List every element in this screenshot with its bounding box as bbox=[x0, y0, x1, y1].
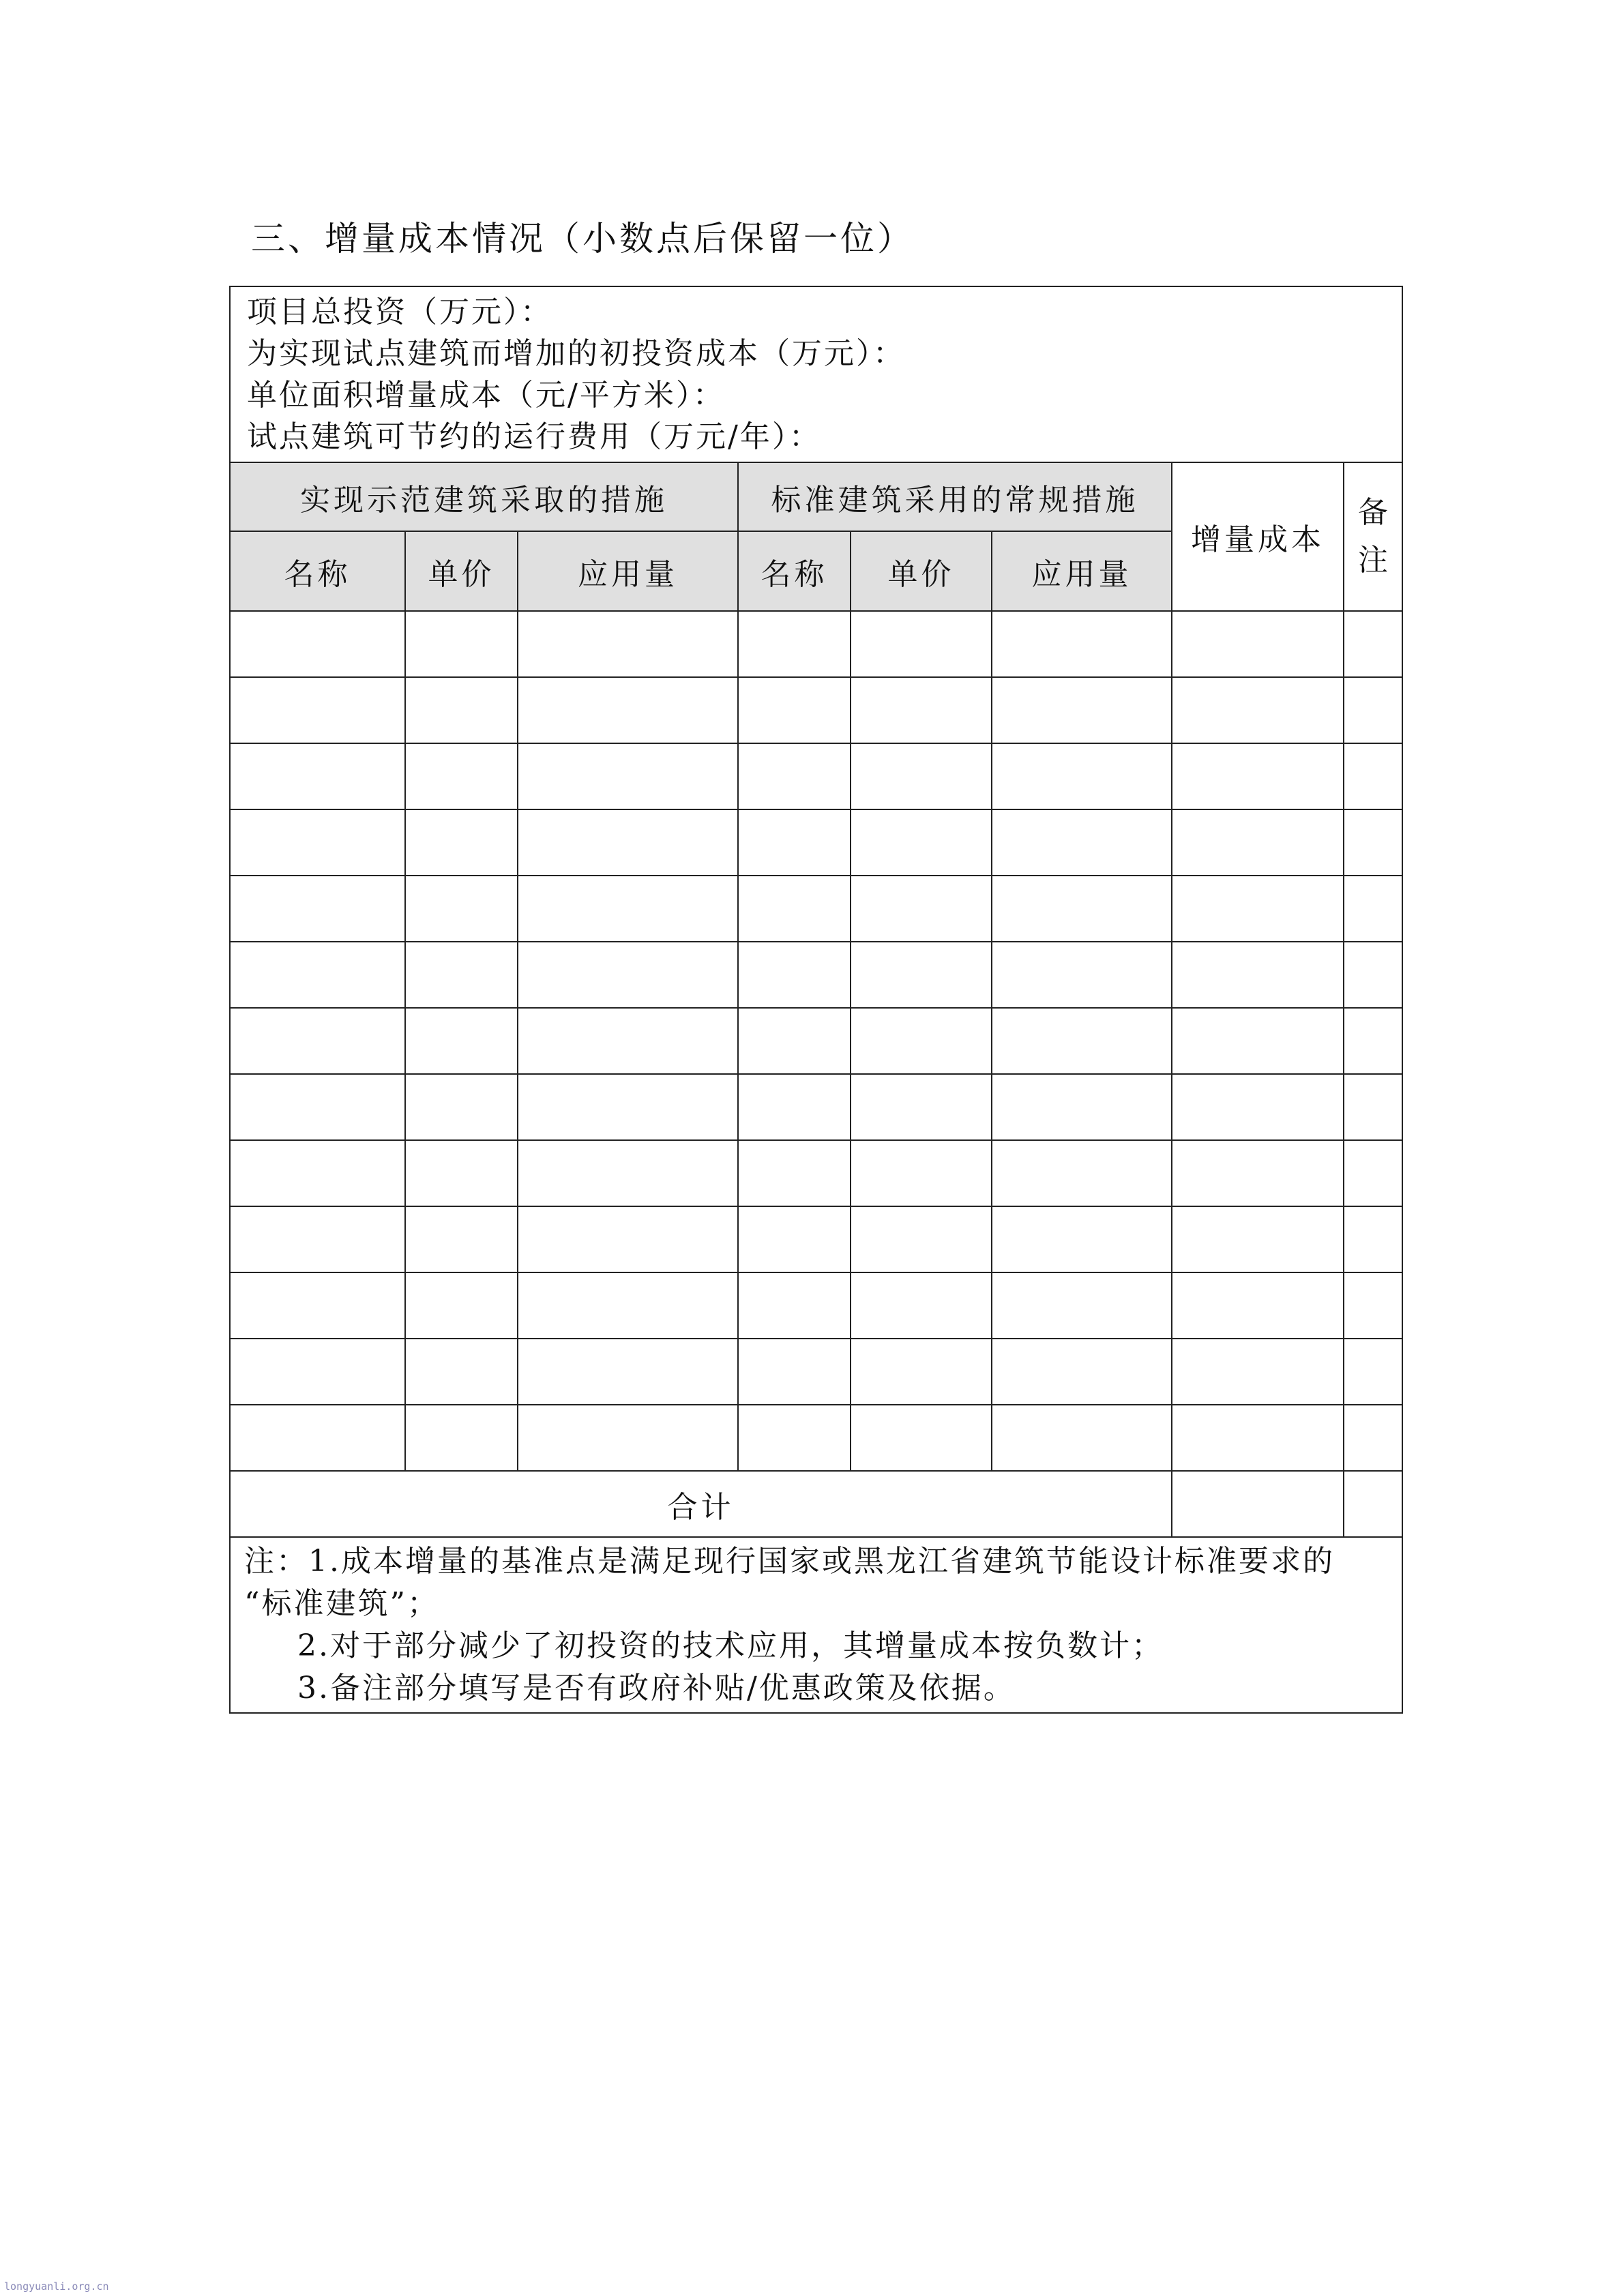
incremental-cost-table bbox=[229, 286, 1403, 1714]
standard-name-cell[interactable] bbox=[738, 1140, 851, 1206]
standard-unit-price-cell[interactable] bbox=[851, 809, 992, 876]
remark-cell[interactable] bbox=[1344, 611, 1402, 677]
table-row bbox=[230, 1074, 1402, 1140]
note-line-2: “标准建筑”； bbox=[244, 1586, 439, 1621]
pilot-quantity-cell[interactable] bbox=[518, 942, 738, 1008]
pilot-quantity-cell[interactable] bbox=[518, 611, 738, 677]
pilot-measures-header: 实现示范建筑采取的措施 bbox=[230, 462, 738, 531]
pilot-name-cell[interactable] bbox=[230, 1272, 405, 1339]
increment-cost-cell[interactable] bbox=[1172, 1008, 1344, 1074]
pilot-unit-price-cell[interactable] bbox=[405, 677, 518, 743]
increment-cost-cell[interactable] bbox=[1172, 942, 1344, 1008]
increment-cost-cell[interactable] bbox=[1172, 611, 1344, 677]
pilot-unit-price-cell[interactable] bbox=[405, 809, 518, 876]
pilot-unit-price-cell[interactable] bbox=[405, 1405, 518, 1471]
pilot-quantity-cell[interactable] bbox=[518, 1405, 738, 1471]
standard-quantity-cell[interactable] bbox=[992, 677, 1172, 743]
remark-cell[interactable] bbox=[1344, 1405, 1402, 1471]
standard-unit-price-cell[interactable] bbox=[851, 1074, 992, 1140]
standard-measures-header: 标准建筑采用的常规措施 bbox=[738, 462, 1172, 531]
remark-cell[interactable] bbox=[1344, 1008, 1402, 1074]
table-row bbox=[230, 677, 1402, 743]
pilot-quantity-cell[interactable] bbox=[518, 809, 738, 876]
total-label: 合计 bbox=[230, 1471, 1172, 1537]
footer-watermark: longyuanli.org.cn bbox=[4, 2280, 109, 2293]
standard-name-cell[interactable] bbox=[738, 743, 851, 809]
pilot-name-cell[interactable] bbox=[230, 1140, 405, 1206]
standard-unit-price-cell[interactable] bbox=[851, 1405, 992, 1471]
increment-cost-cell[interactable] bbox=[1172, 1339, 1344, 1405]
pilot-quantity-cell[interactable] bbox=[518, 677, 738, 743]
standard-name-cell[interactable] bbox=[738, 1206, 851, 1272]
pilot-unit-price-cell[interactable] bbox=[405, 1206, 518, 1272]
standard-quantity-cell[interactable] bbox=[992, 1074, 1172, 1140]
pilot-name-cell[interactable] bbox=[230, 1339, 405, 1405]
standard-unit-price-cell[interactable] bbox=[851, 942, 992, 1008]
remark-header-char-2: 注 bbox=[1358, 543, 1388, 578]
increment-cost-cell[interactable] bbox=[1172, 677, 1344, 743]
pilot-name-header: 名称 bbox=[230, 531, 405, 611]
pilot-quantity-cell[interactable] bbox=[518, 1339, 738, 1405]
note-line-3: 2.对于部分减少了初投资的技术应用，其增量成本按负数计； bbox=[297, 1628, 1164, 1663]
pilot-name-cell[interactable] bbox=[230, 1074, 405, 1140]
note-line-1: 注：1.成本增量的基准点是满足现行国家或黑龙江省建筑节能设计标准要求的 bbox=[244, 1544, 1335, 1579]
pilot-quantity-cell[interactable] bbox=[518, 1008, 738, 1074]
standard-quantity-cell[interactable] bbox=[992, 1272, 1172, 1339]
pilot-quantity-cell[interactable] bbox=[518, 1272, 738, 1339]
standard-name-cell[interactable] bbox=[738, 942, 851, 1008]
standard-name-cell[interactable] bbox=[738, 1272, 851, 1339]
pilot-unit-price-cell[interactable] bbox=[405, 1140, 518, 1206]
pilot-name-cell[interactable] bbox=[230, 876, 405, 942]
standard-name-cell[interactable] bbox=[738, 809, 851, 876]
remark-cell[interactable] bbox=[1344, 942, 1402, 1008]
standard-quantity-cell[interactable] bbox=[992, 1140, 1172, 1206]
increment-cost-cell[interactable] bbox=[1172, 1405, 1344, 1471]
pilot-quantity-header: 应用量 bbox=[518, 531, 738, 611]
pilot-quantity-cell[interactable] bbox=[518, 1140, 738, 1206]
remark-cell[interactable] bbox=[1344, 1206, 1402, 1272]
total-row bbox=[230, 1471, 1402, 1537]
table-row bbox=[230, 876, 1402, 942]
pilot-unit-price-cell[interactable] bbox=[405, 611, 518, 677]
pilot-quantity-cell[interactable] bbox=[518, 1206, 738, 1272]
remark-cell[interactable] bbox=[1344, 1339, 1402, 1405]
table-row bbox=[230, 1339, 1402, 1405]
table-row bbox=[230, 1008, 1402, 1074]
table-row bbox=[230, 1272, 1402, 1339]
standard-unit-price-cell[interactable] bbox=[851, 677, 992, 743]
pilot-name-cell[interactable] bbox=[230, 743, 405, 809]
pilot-unit-price-cell[interactable] bbox=[405, 1074, 518, 1140]
remark-cell[interactable] bbox=[1344, 1074, 1402, 1140]
pilot-unit-price-cell[interactable] bbox=[405, 743, 518, 809]
table-row bbox=[230, 611, 1402, 677]
remark-cell[interactable] bbox=[1344, 743, 1402, 809]
standard-unit-price-cell[interactable] bbox=[851, 1206, 992, 1272]
pilot-unit-price-cell[interactable] bbox=[405, 942, 518, 1008]
increment-cost-cell[interactable] bbox=[1172, 1074, 1344, 1140]
pilot-unit-price-cell[interactable] bbox=[405, 876, 518, 942]
standard-quantity-cell[interactable] bbox=[992, 743, 1172, 809]
pilot-unit-price-cell[interactable] bbox=[405, 1272, 518, 1339]
standard-unit-price-cell[interactable] bbox=[851, 876, 992, 942]
standard-unit-price-cell[interactable] bbox=[851, 743, 992, 809]
table-row bbox=[230, 743, 1402, 809]
standard-quantity-cell[interactable] bbox=[992, 611, 1172, 677]
standard-unit-price-cell[interactable] bbox=[851, 1008, 992, 1074]
section-heading: 三、增量成本情况（小数点后保留一位） bbox=[251, 219, 914, 258]
pilot-name-cell[interactable] bbox=[230, 611, 405, 677]
standard-name-cell[interactable] bbox=[738, 1339, 851, 1405]
table-row bbox=[230, 1405, 1402, 1471]
standard-name-cell[interactable] bbox=[738, 611, 851, 677]
total-increment-cell[interactable] bbox=[1172, 1471, 1344, 1537]
total-investment-label: 项目总投资（万元）： bbox=[247, 295, 552, 329]
standard-name-cell[interactable] bbox=[738, 677, 851, 743]
remark-cell[interactable] bbox=[1344, 809, 1402, 876]
investment-info-cell bbox=[230, 286, 1402, 462]
pilot-name-cell[interactable] bbox=[230, 677, 405, 743]
standard-name-cell[interactable] bbox=[738, 1074, 851, 1140]
remark-cell[interactable] bbox=[1344, 1140, 1402, 1206]
standard-quantity-cell[interactable] bbox=[992, 1339, 1172, 1405]
standard-unit-price-cell[interactable] bbox=[851, 1339, 992, 1405]
saved-operating-cost-label: 试点建筑可节约的运行费用（万元/年）： bbox=[247, 419, 821, 454]
increment-cost-header: 增量成本 bbox=[1172, 462, 1344, 611]
pilot-unit-price-cell[interactable] bbox=[405, 1339, 518, 1405]
pilot-unit-price-header: 单价 bbox=[405, 531, 518, 611]
pilot-unit-price-cell[interactable] bbox=[405, 1008, 518, 1074]
note-line-4: 3.备注部分填写是否有政府补贴/优惠政策及依据。 bbox=[297, 1671, 1016, 1705]
remark-header-char-1: 备 bbox=[1358, 495, 1388, 530]
standard-unit-price-cell[interactable] bbox=[851, 611, 992, 677]
remark-cell[interactable] bbox=[1344, 677, 1402, 743]
remark-cell[interactable] bbox=[1344, 1272, 1402, 1339]
standard-unit-price-header: 单价 bbox=[851, 531, 992, 611]
added-initial-cost-label: 为实现试点建筑而增加的初投资成本（万元）： bbox=[247, 336, 905, 371]
data-rows bbox=[230, 611, 1402, 1471]
table-row bbox=[230, 1206, 1402, 1272]
pilot-quantity-cell[interactable] bbox=[518, 876, 738, 942]
notes-cell bbox=[230, 1537, 1402, 1713]
total-remark-cell[interactable] bbox=[1344, 1471, 1402, 1537]
pilot-name-cell[interactable] bbox=[230, 1206, 405, 1272]
increment-cost-cell[interactable] bbox=[1172, 743, 1344, 809]
standard-quantity-cell[interactable] bbox=[992, 809, 1172, 876]
standard-name-header: 名称 bbox=[738, 531, 851, 611]
standard-quantity-cell[interactable] bbox=[992, 876, 1172, 942]
pilot-name-cell[interactable] bbox=[230, 942, 405, 1008]
unit-area-increment-label: 单位面积增量成本（元/平方米）： bbox=[247, 378, 725, 413]
increment-cost-cell[interactable] bbox=[1172, 1140, 1344, 1206]
remark-header bbox=[1344, 462, 1402, 611]
increment-cost-cell[interactable] bbox=[1172, 809, 1344, 876]
pilot-name-cell[interactable] bbox=[230, 809, 405, 876]
standard-quantity-cell[interactable] bbox=[992, 1405, 1172, 1471]
table-row bbox=[230, 809, 1402, 876]
standard-quantity-cell[interactable] bbox=[992, 1206, 1172, 1272]
standard-quantity-cell[interactable] bbox=[992, 942, 1172, 1008]
pilot-name-cell[interactable] bbox=[230, 1008, 405, 1074]
pilot-quantity-cell[interactable] bbox=[518, 743, 738, 809]
standard-unit-price-cell[interactable] bbox=[851, 1140, 992, 1206]
standard-quantity-header: 应用量 bbox=[992, 531, 1172, 611]
remark-cell[interactable] bbox=[1344, 876, 1402, 942]
standard-name-cell[interactable] bbox=[738, 1405, 851, 1471]
standard-quantity-cell[interactable] bbox=[992, 1008, 1172, 1074]
pilot-quantity-cell[interactable] bbox=[518, 1074, 738, 1140]
standard-name-cell[interactable] bbox=[738, 876, 851, 942]
increment-cost-cell[interactable] bbox=[1172, 1272, 1344, 1339]
pilot-name-cell[interactable] bbox=[230, 1405, 405, 1471]
standard-name-cell[interactable] bbox=[738, 1008, 851, 1074]
increment-cost-cell[interactable] bbox=[1172, 876, 1344, 942]
table-row bbox=[230, 1140, 1402, 1206]
standard-unit-price-cell[interactable] bbox=[851, 1272, 992, 1339]
table-row bbox=[230, 942, 1402, 1008]
increment-cost-cell[interactable] bbox=[1172, 1206, 1344, 1272]
